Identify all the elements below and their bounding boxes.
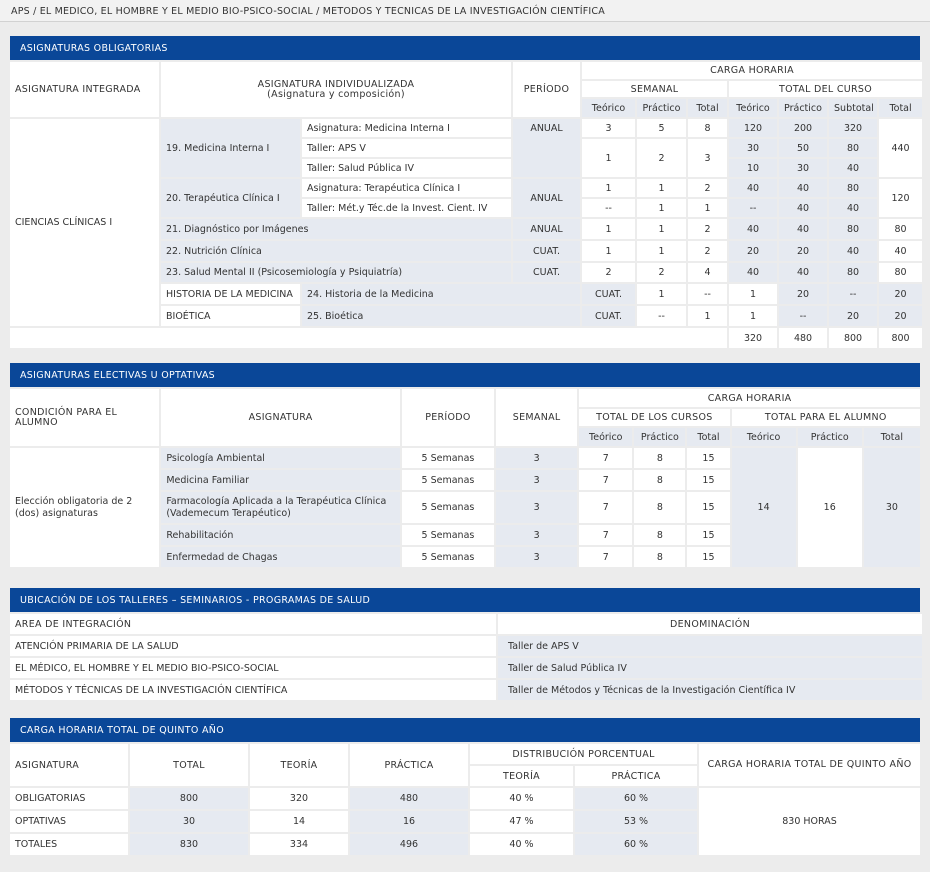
header-denominacion: DENOMINACIÓN bbox=[498, 614, 922, 634]
row-name: OPTATIVAS bbox=[10, 811, 128, 832]
cell-value: 15 bbox=[687, 448, 729, 468]
component-row: Taller: APS V bbox=[302, 139, 511, 157]
alumno-teorico: 14 bbox=[732, 448, 796, 567]
quinto-section bbox=[10, 718, 920, 857]
subject-periodo: CUAT. bbox=[582, 284, 635, 304]
area-cell: ATENCIÓN PRIMARIA DE LA SALUD bbox=[10, 636, 496, 656]
total-teorico: 320 bbox=[729, 328, 777, 348]
cell-value: 7 bbox=[579, 547, 632, 567]
cell-value: 40 bbox=[729, 219, 777, 239]
subject-periodo: CUAT. bbox=[513, 263, 580, 282]
header-carga-total: CARGA HORARIA TOTAL DE QUINTO AÑO bbox=[699, 744, 920, 786]
header-semanal: SEMANAL bbox=[582, 81, 727, 97]
subject-21-name: 21. Diagnóstico por Imágenes bbox=[161, 219, 511, 239]
total-total: 800 bbox=[879, 328, 922, 348]
header-individualizada-label: ASIGNATURA INDIVIDUALIZADA bbox=[257, 78, 415, 90]
header-asignatura-individualizada bbox=[161, 62, 511, 117]
cell-value: 80 bbox=[829, 263, 877, 282]
elective-semanal: 3 bbox=[496, 525, 577, 545]
cell-value: 15 bbox=[687, 492, 729, 523]
subject-19-periodo: ANUAL bbox=[513, 119, 580, 177]
cell-value: 2 bbox=[688, 241, 727, 261]
cell-value: 40 bbox=[779, 179, 827, 197]
header-periodo: PERÍODO bbox=[513, 62, 580, 117]
cell-value: 10 bbox=[729, 159, 777, 177]
cell-value: 200 bbox=[779, 119, 827, 137]
header-semanal: SEMANAL bbox=[496, 389, 577, 446]
header-curso-subtotal: Subtotal bbox=[829, 99, 877, 117]
denominacion-cell: Taller de APS V bbox=[498, 636, 922, 656]
header-teorico: Teórico bbox=[579, 428, 632, 446]
cell-value: 1 bbox=[637, 179, 686, 197]
header-condicion: CONDICIÓN PARA EL ALUMNO bbox=[10, 389, 159, 446]
denominacion-cell: Taller de Métodos y Técnicas de la Investigación Científica IV bbox=[498, 680, 922, 700]
cell-value: 40 bbox=[779, 219, 827, 239]
cell-value: 1 bbox=[729, 284, 777, 304]
total-practico: 480 bbox=[779, 328, 827, 348]
cell-value: 1 bbox=[688, 306, 727, 326]
cell-value: 30 bbox=[130, 811, 248, 832]
elective-periodo: 5 Semanas bbox=[402, 448, 494, 468]
header-carga-horaria: CARGA HORARIA bbox=[579, 389, 920, 407]
cell-value: 20 bbox=[879, 306, 922, 326]
cell-value: 320 bbox=[829, 119, 877, 137]
subject-24-name: 24. Historia de la Medicina bbox=[302, 284, 580, 304]
cell-value: 8 bbox=[634, 492, 685, 523]
subject-periodo: CUAT. bbox=[582, 306, 635, 326]
total-subtotal: 800 bbox=[829, 328, 877, 348]
cell-value: 320 bbox=[250, 788, 348, 809]
cell-value: 1 bbox=[582, 241, 635, 261]
cell-value: 80 bbox=[829, 139, 877, 157]
header-alumno-teorico: Teórico bbox=[732, 428, 796, 446]
cell-value: 1 bbox=[637, 241, 686, 261]
component-row: Asignatura: Medicina Interna I bbox=[302, 119, 511, 137]
header-practica: PRÁCTICA bbox=[350, 744, 468, 786]
cell-value: 40 bbox=[729, 179, 777, 197]
cell-value: 2 bbox=[688, 219, 727, 239]
cell-value: 8 bbox=[634, 547, 685, 567]
header-total: TOTAL bbox=[130, 744, 248, 786]
cell-value: -- bbox=[688, 284, 727, 304]
cell-value: 20 bbox=[779, 284, 827, 304]
elective-name: Farmacología Aplicada a la Terapéutica Clínica (Vademecum Terapéutico) bbox=[161, 492, 400, 523]
elective-semanal: 3 bbox=[496, 470, 577, 490]
cell-value: 120 bbox=[729, 119, 777, 137]
historia-medicina-cell: HISTORIA DE LA MEDICINA bbox=[161, 284, 300, 304]
header-practico: Práctico bbox=[634, 428, 685, 446]
cell-value: 2 bbox=[637, 263, 686, 282]
cell-value: 16 bbox=[350, 811, 468, 832]
subject-20-name: 20. Terapéutica Clínica I bbox=[161, 179, 300, 217]
cell-value: 8 bbox=[634, 448, 685, 468]
cell-value: 40 bbox=[829, 159, 877, 177]
header-sem-practico: Práctico bbox=[637, 99, 686, 117]
cell-value: 8 bbox=[634, 525, 685, 545]
cell-value: 7 bbox=[579, 448, 632, 468]
cell-value: 334 bbox=[250, 834, 348, 855]
elective-name: Psicología Ambiental bbox=[161, 448, 400, 468]
cell-value: 7 bbox=[579, 470, 632, 490]
electivas-section bbox=[10, 363, 920, 569]
cell-value: 14 bbox=[250, 811, 348, 832]
cell-value: 480 bbox=[350, 788, 468, 809]
cell-value: 20 bbox=[829, 306, 877, 326]
subject-19-name: 19. Medicina Interna I bbox=[161, 119, 300, 177]
header-curso-total: Total bbox=[879, 99, 922, 117]
component-row: Taller: Mét.y Téc.de la Invest. Cient. IV bbox=[302, 199, 511, 217]
header-carga-horaria: CARGA HORARIA bbox=[582, 62, 922, 79]
row-name: OBLIGATORIAS bbox=[10, 788, 128, 809]
cell-value: -- bbox=[637, 306, 686, 326]
condicion-cell: Elección obligatoria de 2 (dos) asignaturas bbox=[10, 448, 159, 567]
cell-value: -- bbox=[779, 306, 827, 326]
cell-value: 1 bbox=[729, 306, 777, 326]
subject-25-name: 25. Bioética bbox=[302, 306, 580, 326]
cell-value: 47 % bbox=[470, 811, 573, 832]
cell-value: 30 bbox=[779, 159, 827, 177]
totals-spacer bbox=[10, 328, 727, 348]
obligatorias-table bbox=[8, 60, 926, 350]
row-name: TOTALES bbox=[10, 834, 128, 855]
cell-value: 4 bbox=[688, 263, 727, 282]
header-area: AREA DE INTEGRACIÓN bbox=[10, 614, 496, 634]
cell-value: 1 bbox=[637, 199, 686, 217]
elective-periodo: 5 Semanas bbox=[402, 492, 494, 523]
cell-value: 40 bbox=[829, 199, 877, 217]
cell-value: 40 bbox=[829, 241, 877, 261]
header-sem-total: Total bbox=[688, 99, 727, 117]
header-asignatura-integrada: ASIGNATURA INTEGRADA bbox=[10, 62, 159, 117]
cell-value: 3 bbox=[688, 139, 727, 177]
cell-value: 2 bbox=[637, 139, 686, 177]
bioetica-cell: BIOÉTICA bbox=[161, 306, 300, 326]
cell-value: 40 bbox=[729, 263, 777, 282]
cell-value: 1 bbox=[582, 139, 635, 177]
header-alumno-total: Total bbox=[864, 428, 920, 446]
cell-value: 1 bbox=[582, 179, 635, 197]
elective-name: Rehabilitación bbox=[161, 525, 400, 545]
component-row: Asignatura: Terapéutica Clínica I bbox=[302, 179, 511, 197]
elective-name: Enfermedad de Chagas bbox=[161, 547, 400, 567]
cell-value: 1 bbox=[637, 284, 686, 304]
alumno-practico: 16 bbox=[798, 448, 862, 567]
cell-value: 60 % bbox=[575, 788, 697, 809]
cell-value: 80 bbox=[879, 219, 922, 239]
cell-value: -- bbox=[582, 199, 635, 217]
cell-value: 40 % bbox=[470, 788, 573, 809]
cell-value: -- bbox=[729, 199, 777, 217]
header-teoria: TEORÍA bbox=[250, 744, 348, 786]
cell-value: 8 bbox=[634, 470, 685, 490]
cell-value: 830 bbox=[130, 834, 248, 855]
cell-value: 15 bbox=[687, 525, 729, 545]
subject-periodo: CUAT. bbox=[513, 241, 580, 261]
subject-periodo: ANUAL bbox=[513, 219, 580, 239]
subject-19-total: 440 bbox=[879, 119, 922, 177]
cell-value: 80 bbox=[829, 219, 877, 239]
quinto-table bbox=[8, 742, 922, 857]
header-total-alumno: TOTAL PARA EL ALUMNO bbox=[732, 409, 920, 426]
header-asignatura: ASIGNATURA bbox=[10, 744, 128, 786]
cell-value: 5 bbox=[637, 119, 686, 137]
cell-value: 50 bbox=[779, 139, 827, 157]
cell-value: 20 bbox=[879, 284, 922, 304]
cell-value: 80 bbox=[829, 179, 877, 197]
cell-value: 40 bbox=[779, 263, 827, 282]
cell-value: 40 bbox=[879, 241, 922, 261]
subject-20-periodo: ANUAL bbox=[513, 179, 580, 217]
elective-semanal: 3 bbox=[496, 492, 577, 523]
obligatorias-section bbox=[10, 36, 920, 350]
header-asignatura: ASIGNATURA bbox=[161, 389, 400, 446]
cell-value: 3 bbox=[582, 119, 635, 137]
cell-value: 1 bbox=[688, 199, 727, 217]
header-curso-practico: Práctico bbox=[779, 99, 827, 117]
header-total-cursos: TOTAL DE LOS CURSOS bbox=[579, 409, 729, 426]
header-periodo: PERÍODO bbox=[402, 389, 494, 446]
cell-value: 7 bbox=[579, 492, 632, 523]
cell-value: 20 bbox=[779, 241, 827, 261]
elective-periodo: 5 Semanas bbox=[402, 547, 494, 567]
header-curso-teorico: Teórico bbox=[729, 99, 777, 117]
cell-value: 2 bbox=[688, 179, 727, 197]
talleres-title: UBICACIÓN DE LOS TALLERES – SEMINARIOS - PROGRAMAS DE SALUD bbox=[10, 588, 920, 612]
denominacion-cell: Taller de Salud Pública IV bbox=[498, 658, 922, 678]
alumno-total: 30 bbox=[864, 448, 920, 567]
subject-23-name: 23. Salud Mental II (Psicosemiología y Psiquiatría) bbox=[161, 263, 511, 282]
quinto-title: CARGA HORARIA TOTAL DE QUINTO AÑO bbox=[10, 718, 920, 742]
cell-value: 15 bbox=[687, 547, 729, 567]
cell-value: 7 bbox=[579, 525, 632, 545]
subject-22-name: 22. Nutrición Clínica bbox=[161, 241, 511, 261]
elective-periodo: 5 Semanas bbox=[402, 525, 494, 545]
header-alumno-practico: Práctico bbox=[798, 428, 862, 446]
cell-value: 30 bbox=[729, 139, 777, 157]
breadcrumb: APS / EL MEDICO, EL HOMBRE Y EL MEDIO BIO-PSICO-SOCIAL / METODOS Y TECNICAS DE LA INVESTIGACIÓN CIENTÍFICA bbox=[0, 0, 930, 22]
cell-value: 80 bbox=[879, 263, 922, 282]
cell-value: 800 bbox=[130, 788, 248, 809]
cell-value: 40 % bbox=[470, 834, 573, 855]
component-row: Taller: Salud Pública IV bbox=[302, 159, 511, 177]
cell-value: 1 bbox=[582, 219, 635, 239]
header-total-curso: TOTAL DEL CURSO bbox=[729, 81, 922, 97]
header-sem-teorico: Teórico bbox=[582, 99, 635, 117]
header-individualizada-sub: (Asignatura y composición) bbox=[267, 88, 405, 100]
electivas-title: ASIGNATURAS ELECTIVAS U OPTATIVAS bbox=[10, 363, 920, 387]
ciencias-clinicas-cell: CIENCIAS CLÍNICAS I bbox=[10, 119, 159, 326]
elective-semanal: 3 bbox=[496, 448, 577, 468]
cell-value: 496 bbox=[350, 834, 468, 855]
elective-semanal: 3 bbox=[496, 547, 577, 567]
carga-total-value: 830 HORAS bbox=[699, 788, 920, 855]
cell-value: 60 % bbox=[575, 834, 697, 855]
header-pct-teoria: TEORÍA bbox=[470, 766, 573, 786]
elective-periodo: 5 Semanas bbox=[402, 470, 494, 490]
area-cell: MÉTODOS Y TÉCNICAS DE LA INVESTIGACIÓN CIENTÍFICA bbox=[10, 680, 496, 700]
cell-value: 53 % bbox=[575, 811, 697, 832]
obligatorias-title: ASIGNATURAS OBLIGATORIAS bbox=[10, 36, 920, 60]
elective-name: Medicina Familiar bbox=[161, 470, 400, 490]
header-total: Total bbox=[687, 428, 729, 446]
cell-value: 20 bbox=[729, 241, 777, 261]
header-distribucion: DISTRIBUCIÓN PORCENTUAL bbox=[470, 744, 697, 764]
talleres-section bbox=[10, 588, 920, 702]
cell-value: 1 bbox=[637, 219, 686, 239]
cell-value: 8 bbox=[688, 119, 727, 137]
header-pct-practica: PRÁCTICA bbox=[575, 766, 697, 786]
talleres-table bbox=[8, 612, 924, 702]
cell-value: 15 bbox=[687, 470, 729, 490]
electivas-table bbox=[8, 387, 922, 569]
cell-value: 40 bbox=[779, 199, 827, 217]
area-cell: EL MÉDICO, EL HOMBRE Y EL MEDIO BIO-PSICO-SOCIAL bbox=[10, 658, 496, 678]
cell-value: -- bbox=[829, 284, 877, 304]
subject-20-total: 120 bbox=[879, 179, 922, 217]
cell-value: 2 bbox=[582, 263, 635, 282]
